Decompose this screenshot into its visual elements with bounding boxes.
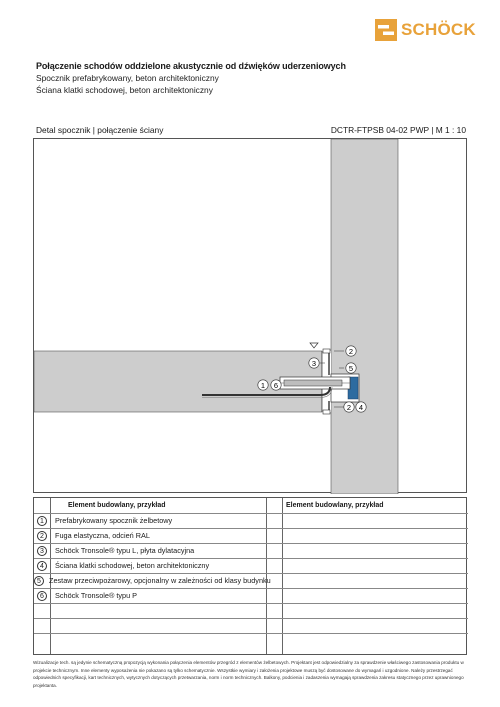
- callout-5-text: 5: [348, 363, 354, 373]
- table-rule: [34, 603, 468, 604]
- detail-row: [36, 124, 466, 136]
- legend-table: [33, 497, 467, 655]
- callout-4-text: 4: [358, 402, 364, 412]
- legend-header-left: Element budowlany, przykład: [68, 502, 166, 509]
- callout-2a: [346, 346, 356, 356]
- legend-row: [34, 558, 266, 573]
- level-marker-icon: [310, 343, 318, 348]
- legend-header-right: Element budowlany, przykład: [286, 502, 384, 509]
- callout-2a-text: 2: [348, 346, 354, 356]
- callout-6: [271, 380, 281, 390]
- disclaimer-footnote: Wizualizacje tech. są jedynie schematyczną propozycją wykonania połączenia elementów przegród z elementów żelbetowych. Projektant jest odpowiedzialny za sprawdzenie właściwego zastosowania produktu w projekcie technicznym. Inne elementy wyposażenia nie pokazano są tylko schematycznie. Wszystkie wymiary i założenia projektowe muszą być dostosowane do wymagań i uzgodnione. Należy przestrzegać odpowiednich specyfikacji, kart technicznych, wytycznych dotyczących przetwarzania, norm i norm technicznych. Balkony, podcienia i zadaszenia wymagają sprawdzenia zakresu statycznego przez uprawnionego projektanta.: [33, 660, 464, 688]
- table-rule: [34, 618, 468, 619]
- legend-row-label: Fuga elastyczna, odcień RAL: [55, 531, 150, 540]
- schock-logo-mark-icon: [375, 19, 397, 41]
- legend-row-number: 5: [34, 576, 44, 586]
- stair-wall: [331, 139, 398, 494]
- document-header: [36, 60, 466, 96]
- legend-row: [34, 528, 266, 543]
- legend-row-label: Schöck Tronsole® typu L, płyta dylatacyjna: [55, 546, 195, 555]
- schock-logo-text: SCHÖCK: [401, 20, 476, 39]
- table-rule: [34, 633, 468, 634]
- legend-row-label: Zestaw przeciwpożarowy, opcjonalny w zależności od klasy budynku: [49, 576, 271, 585]
- dowel-bar: [284, 380, 342, 386]
- subtitle-line-2: Ściana klatki schodowej, beton architektoniczny: [36, 85, 213, 95]
- callout-1: [258, 380, 268, 390]
- schock-logo: [375, 18, 476, 42]
- legend-row-number: 3: [37, 546, 47, 556]
- legend-row-number: 4: [37, 561, 47, 571]
- legend-row: [34, 543, 266, 558]
- technical-drawing: [33, 138, 467, 493]
- legend-row-number: 1: [37, 516, 47, 526]
- callout-6-text: 6: [273, 380, 279, 390]
- table-divider: [282, 498, 283, 654]
- callout-3-text: 3: [311, 358, 317, 368]
- legend-row-label: Ściana klatki schodowej, beton architektoniczny: [55, 561, 210, 570]
- elastic-joint-bottom: [323, 410, 330, 414]
- legend-row: [34, 513, 266, 528]
- callout-1-text: 1: [260, 380, 266, 390]
- callout-5: [346, 363, 356, 373]
- legend-row-number: 2: [37, 531, 47, 541]
- callout-3: [309, 358, 319, 368]
- document-title: Połączenie schodów oddzielone akustycznie od dźwięków uderzeniowych: [36, 61, 346, 71]
- elastic-joint-top: [323, 349, 330, 353]
- detail-description: Detal spocznik | połączenie ściany: [36, 125, 164, 135]
- callout-2b-text: 2: [346, 402, 352, 412]
- subtitle-line-1: Spocznik prefabrykowany, beton architektoniczny: [36, 73, 219, 83]
- legend-row-number: 6: [37, 591, 47, 601]
- legend-row-label: Prefabrykowany spocznik żelbetowy: [55, 516, 173, 525]
- legend-row: [34, 573, 271, 588]
- drawing-svg: [34, 139, 468, 494]
- legend-row-label: Schöck Tronsole® typu P: [55, 591, 138, 600]
- legend-row: [34, 588, 266, 603]
- callout-4: [356, 402, 366, 412]
- callout-2b: [344, 402, 354, 412]
- drawing-code-scale: DCTR-FTPSB 04-02 PWP | M 1 : 10: [330, 125, 466, 135]
